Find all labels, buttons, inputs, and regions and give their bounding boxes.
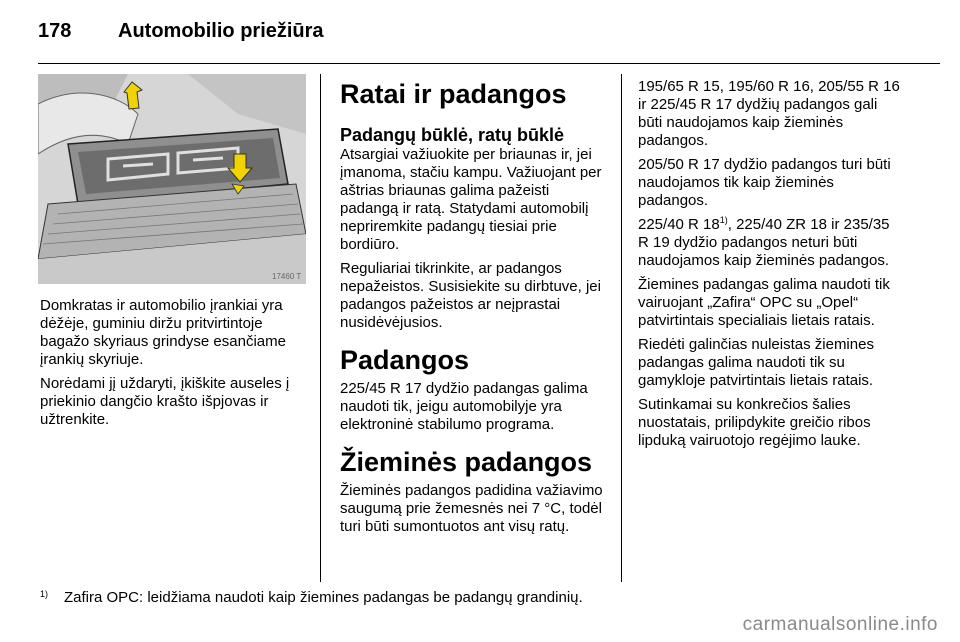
header-rule [38, 63, 940, 64]
paragraph-speed-sticker: Sutinkamai su konkrečios šalies nuostatais, prilipdykite greičio ribos lipduką vairuotojo regėjimo lauke. [638, 396, 871, 449]
section-title-winter-tires: Žieminės padangos [340, 447, 593, 477]
paragraph-curbs: Atsargiai važiuokite per briaunas ir, jei įmanoma, stačiu kampu. Važiuojant per aštrias briaunas galima pažeisti padangą ir ratą. Statydami automobilį nepriremkite padangų tiesiai prie bordiūro. [340, 146, 602, 253]
footnote-reference: 1) [719, 215, 728, 225]
tire-size-text: 225/40 R 18 [638, 216, 720, 233]
paragraph-not-winter [638, 216, 904, 270]
footnote-text: Zafira OPC: leidžiama naudoti kaip žiemines padangas be padangų grandinių. [64, 589, 583, 606]
paragraph-inspection: Reguliariai tikrinkite, ar padangos nepažeistos. Susisiekite su dirbtuve, jei padangos pažeistos ar neįprastai nusidėvėjusios. [340, 260, 601, 331]
watermark: carmanualsonline.info [742, 614, 938, 635]
section-title-tires: Padangos [340, 345, 470, 375]
paragraph-tire-size: 225/45 R 17 dydžio padangas galima naudoti tik, jeigu automobilyje yra elektroninė stabilumo programa. [340, 380, 588, 433]
page-title: Automobilio priežiūra [118, 20, 324, 42]
paragraph-closing-instructions: Norėdami jį uždaryti, įkiškite auseles į priekinio dangčio krašto išpjovas ir užtrenkite. [40, 375, 290, 428]
trunk-illustration-svg [38, 74, 306, 284]
right-column [638, 78, 904, 456]
trunk-floor-illustration [38, 74, 306, 284]
column-divider-left [320, 74, 321, 582]
page-number: 178 [38, 20, 72, 42]
footnote-marker: 1) [40, 589, 49, 599]
left-column [40, 297, 310, 435]
figure-code: 17460 T [272, 272, 302, 281]
middle-column [340, 78, 608, 542]
page-header [38, 20, 324, 43]
paragraph-jack-location: Domkratas ir automobilio įrankiai yra dėžėje, guminiu diržu pritvirtintoje bagažo skyriaus grindyse esančiame įrankių skyriuje. [40, 297, 286, 368]
paragraph-winter-sizes: 195/65 R 15, 195/60 R 16, 205/55 R 16 ir 225/45 R 17 dydžių padangos gali būti naudojamos kaip žieminės padangos. [638, 78, 900, 149]
footnote [40, 589, 583, 606]
paragraph-winter-safety: Žieminės padangos padidina važiavimo saugumą prie žemesnės nei 7 °C, todėl turi būti sumontuotos ant visų ratų. [340, 482, 603, 535]
tire-size-rest-text: , 225/40 ZR 18 ir 235/35 R 19 dydžio padangos neturi būti naudojamos kaip žieminės padangos. [638, 216, 890, 269]
paragraph-runflat: Riedėti galinčias nuleistas žiemines padangas galima naudoti tik su gamykloje patvirtintais lietais ratais. [638, 336, 874, 389]
subsection-title-condition: Padangų būklė, ratų būklė [340, 125, 565, 145]
column-divider-right [621, 74, 622, 582]
paragraph-opc-wheels: Žiemines padangas galima naudoti tik vairuojant „Zafira“ OPC su „Opel“ patvirtintais specialiais lietais ratais. [638, 276, 890, 329]
paragraph-winter-only: 205/50 R 17 dydžio padangos turi būti naudojamos tik kaip žieminės padangos. [638, 156, 891, 209]
section-title: Ratai ir padangos [340, 79, 567, 109]
